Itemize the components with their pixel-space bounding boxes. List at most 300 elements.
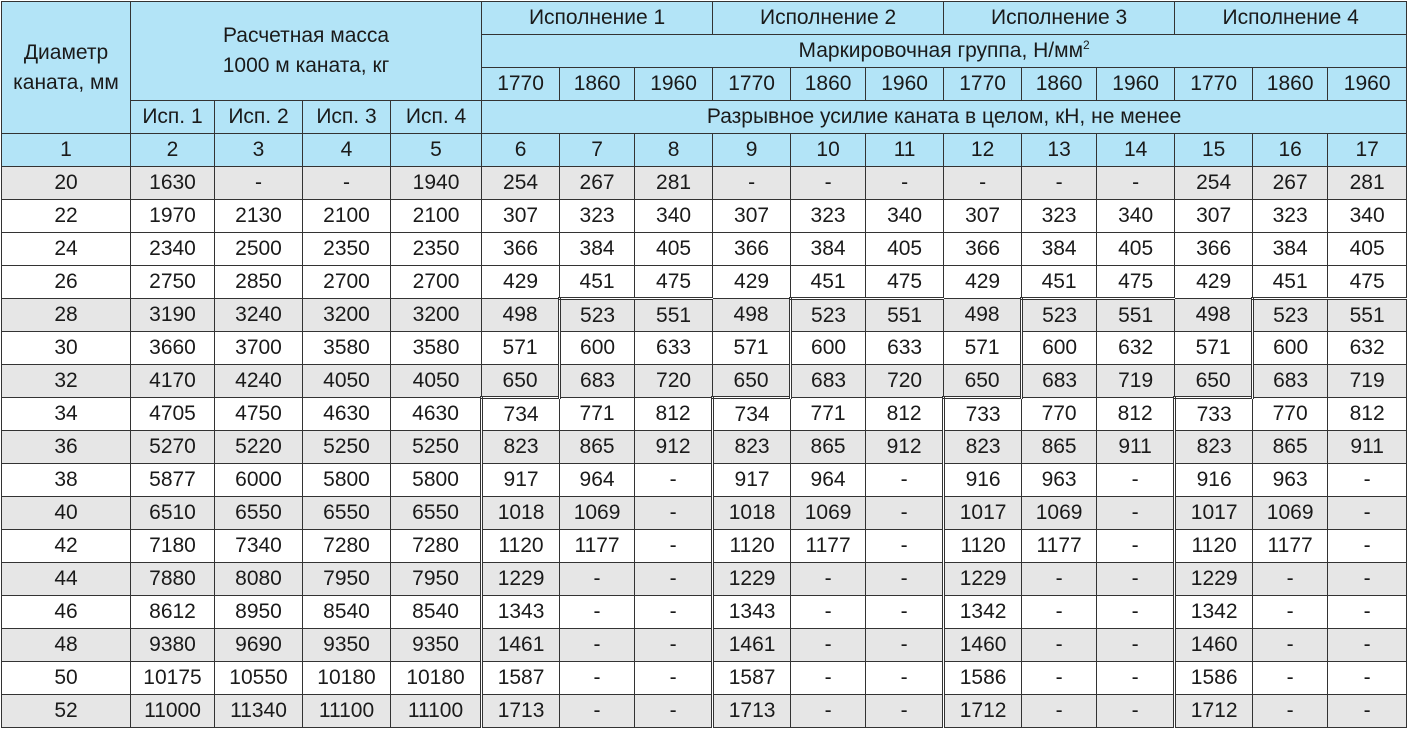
row-force-cell: 600 <box>1022 332 1097 365</box>
row-mass-cell: 6550 <box>215 497 303 530</box>
header-column-number: 7 <box>560 134 635 167</box>
header-execution-4: Исполнение 4 <box>1175 2 1407 35</box>
row-mass-cell: 11340 <box>215 695 303 728</box>
row-force-cell: - <box>1097 695 1175 728</box>
header-mass-sub-3: Исп. 3 <box>303 101 391 134</box>
row-mass-cell: 3240 <box>215 299 303 332</box>
row-mass-cell: 5800 <box>303 464 391 497</box>
row-diameter-cell: 52 <box>2 695 131 728</box>
row-mass-cell: 8540 <box>391 596 482 629</box>
row-force-cell: 812 <box>1097 398 1175 431</box>
row-force-cell: - <box>635 464 713 497</box>
row-force-cell: 912 <box>866 431 944 464</box>
row-force-cell: 475 <box>1328 266 1407 299</box>
header-marking-group-label: Маркировочная группа, Н/мм <box>798 39 1084 62</box>
row-mass-cell: 2130 <box>215 200 303 233</box>
header-column-number: 17 <box>1328 134 1407 167</box>
row-force-cell: - <box>791 662 866 695</box>
row-force-cell: 366 <box>944 233 1022 266</box>
row-mass-cell: 8612 <box>131 596 215 629</box>
row-force-cell: 823 <box>482 431 560 464</box>
row-mass-cell: 6550 <box>391 497 482 530</box>
row-mass-cell: 5877 <box>131 464 215 497</box>
row-force-cell: 1460 <box>944 629 1022 662</box>
row-force-cell: 307 <box>1175 200 1253 233</box>
row-force-cell: 1229 <box>482 563 560 596</box>
row-mass-cell: 11100 <box>303 695 391 728</box>
header-grade: 1960 <box>1097 68 1175 101</box>
row-force-cell: 633 <box>635 332 713 365</box>
row-mass-cell: 7950 <box>391 563 482 596</box>
row-diameter-cell: 30 <box>2 332 131 365</box>
row-force-cell: 733 <box>944 398 1022 431</box>
header-execution-2: Исполнение 2 <box>713 2 944 35</box>
row-diameter-cell: 48 <box>2 629 131 662</box>
row-force-cell: 865 <box>791 431 866 464</box>
row-force-cell: 429 <box>713 266 791 299</box>
row-force-cell: - <box>1328 497 1407 530</box>
row-force-cell: - <box>1253 596 1328 629</box>
row-force-cell: 1177 <box>1253 530 1328 563</box>
row-force-cell: 719 <box>1328 365 1407 398</box>
row-mass-cell: 3580 <box>303 332 391 365</box>
header-mass-line1: Расчетная масса <box>222 24 390 47</box>
header-column-number: 1 <box>2 134 131 167</box>
row-force-cell: - <box>713 167 791 200</box>
row-force-cell: 1069 <box>560 497 635 530</box>
row-force-cell: 916 <box>1175 464 1253 497</box>
table-row <box>2 365 1407 398</box>
row-mass-cell: 4240 <box>215 365 303 398</box>
row-force-cell: 254 <box>482 167 560 200</box>
row-force-cell: 523 <box>560 299 635 332</box>
row-force-cell: 1069 <box>1253 497 1328 530</box>
row-diameter-cell: 20 <box>2 167 131 200</box>
row-force-cell: - <box>1253 629 1328 662</box>
row-mass-cell: 2750 <box>131 266 215 299</box>
row-diameter-cell: 34 <box>2 398 131 431</box>
row-force-cell: 1343 <box>482 596 560 629</box>
table-row <box>2 563 1407 596</box>
row-force-cell: 384 <box>791 233 866 266</box>
row-force-cell: 720 <box>866 365 944 398</box>
row-force-cell: - <box>1022 695 1097 728</box>
row-diameter-cell: 50 <box>2 662 131 695</box>
row-force-cell: 1712 <box>944 695 1022 728</box>
header-column-number: 12 <box>944 134 1022 167</box>
row-force-cell: - <box>791 167 866 200</box>
row-force-cell: 1587 <box>482 662 560 695</box>
row-force-cell: 1712 <box>1175 695 1253 728</box>
table-row <box>2 398 1407 431</box>
row-mass-cell: 8080 <box>215 563 303 596</box>
row-force-cell: - <box>1097 629 1175 662</box>
row-mass-cell: 4050 <box>391 365 482 398</box>
row-force-cell: 1018 <box>713 497 791 530</box>
header-column-number: 13 <box>1022 134 1097 167</box>
row-mass-cell: 8540 <box>303 596 391 629</box>
row-force-cell: 964 <box>791 464 866 497</box>
row-mass-cell: 4050 <box>303 365 391 398</box>
row-force-cell: 600 <box>560 332 635 365</box>
row-force-cell: 498 <box>944 299 1022 332</box>
row-force-cell: - <box>1328 695 1407 728</box>
header-grade: 1960 <box>1328 68 1407 101</box>
row-force-cell: 650 <box>1175 365 1253 398</box>
row-mass-cell: 5800 <box>391 464 482 497</box>
row-force-cell: - <box>1097 464 1175 497</box>
row-force-cell: - <box>1328 530 1407 563</box>
row-mass-cell: 7280 <box>303 530 391 563</box>
row-force-cell: 1342 <box>1175 596 1253 629</box>
header-grade: 1960 <box>635 68 713 101</box>
table-row <box>2 464 1407 497</box>
row-mass-cell: 11100 <box>391 695 482 728</box>
row-force-cell: 323 <box>1022 200 1097 233</box>
row-force-cell: 323 <box>791 200 866 233</box>
row-mass-cell: 9380 <box>131 629 215 662</box>
row-mass-cell: 6000 <box>215 464 303 497</box>
row-mass-cell: 10180 <box>391 662 482 695</box>
row-force-cell: 571 <box>1175 332 1253 365</box>
header-column-number: 3 <box>215 134 303 167</box>
row-force-cell: 1120 <box>944 530 1022 563</box>
row-force-cell: - <box>1328 596 1407 629</box>
row-mass-cell: 7340 <box>215 530 303 563</box>
row-force-cell: 964 <box>560 464 635 497</box>
row-mass-cell: 9690 <box>215 629 303 662</box>
row-mass-cell: 5270 <box>131 431 215 464</box>
row-mass-cell: 9350 <box>303 629 391 662</box>
row-mass-cell: 2700 <box>391 266 482 299</box>
row-force-cell: - <box>866 497 944 530</box>
row-mass-cell: 7950 <box>303 563 391 596</box>
row-force-cell: 917 <box>482 464 560 497</box>
row-force-cell: 1586 <box>1175 662 1253 695</box>
row-force-cell: - <box>1097 596 1175 629</box>
header-grade: 1770 <box>1175 68 1253 101</box>
row-force-cell: 1177 <box>560 530 635 563</box>
row-force-cell: 632 <box>1097 332 1175 365</box>
row-diameter-cell: 38 <box>2 464 131 497</box>
table-row <box>2 200 1407 233</box>
row-force-cell: 1342 <box>944 596 1022 629</box>
row-force-cell: - <box>560 563 635 596</box>
row-mass-cell: 2350 <box>303 233 391 266</box>
row-force-cell: 340 <box>866 200 944 233</box>
row-diameter-cell: 42 <box>2 530 131 563</box>
row-force-cell: 1343 <box>713 596 791 629</box>
row-mass-cell: 10550 <box>215 662 303 695</box>
row-force-cell: 307 <box>944 200 1022 233</box>
row-force-cell: 1461 <box>713 629 791 662</box>
row-force-cell: 267 <box>1253 167 1328 200</box>
header-grade: 1860 <box>560 68 635 101</box>
row-force-cell: - <box>1328 464 1407 497</box>
row-mass-cell: 4630 <box>391 398 482 431</box>
row-mass-cell: 1970 <box>131 200 215 233</box>
row-mass-cell: 8950 <box>215 596 303 629</box>
row-force-cell: 1069 <box>791 497 866 530</box>
row-force-cell: 1587 <box>713 662 791 695</box>
row-force-cell: 551 <box>1328 299 1407 332</box>
row-force-cell: - <box>1328 629 1407 662</box>
row-force-cell: 812 <box>866 398 944 431</box>
row-force-cell: 720 <box>635 365 713 398</box>
row-mass-cell: 4630 <box>303 398 391 431</box>
row-force-cell: 475 <box>866 266 944 299</box>
row-force-cell: - <box>560 695 635 728</box>
row-force-cell: 475 <box>1097 266 1175 299</box>
row-force-cell: 1461 <box>482 629 560 662</box>
row-mass-cell: 2100 <box>391 200 482 233</box>
row-force-cell: 523 <box>1253 299 1328 332</box>
row-mass-cell: 2350 <box>391 233 482 266</box>
row-force-cell: 1586 <box>944 662 1022 695</box>
row-mass-cell: 2100 <box>303 200 391 233</box>
row-mass-cell: 3700 <box>215 332 303 365</box>
row-force-cell: 771 <box>560 398 635 431</box>
row-force-cell: 1120 <box>1175 530 1253 563</box>
row-force-cell: 916 <box>944 464 1022 497</box>
row-force-cell: - <box>866 167 944 200</box>
row-force-cell: - <box>1253 662 1328 695</box>
row-force-cell: - <box>866 596 944 629</box>
row-force-cell: - <box>866 662 944 695</box>
row-mass-cell: 5220 <box>215 431 303 464</box>
header-column-number: 8 <box>635 134 713 167</box>
header-mass-sub-4: Исп. 4 <box>391 101 482 134</box>
row-force-cell: 323 <box>560 200 635 233</box>
row-mass-cell: 3660 <box>131 332 215 365</box>
row-force-cell: 281 <box>635 167 713 200</box>
row-force-cell: - <box>866 629 944 662</box>
row-force-cell: - <box>1097 167 1175 200</box>
row-force-cell: - <box>791 629 866 662</box>
row-diameter-cell: 36 <box>2 431 131 464</box>
row-force-cell: 600 <box>1253 332 1328 365</box>
row-force-cell: - <box>944 167 1022 200</box>
row-mass-cell: 9350 <box>391 629 482 662</box>
row-force-cell: - <box>1253 695 1328 728</box>
row-force-cell: 1460 <box>1175 629 1253 662</box>
row-force-cell: - <box>1022 596 1097 629</box>
row-diameter-cell: 28 <box>2 299 131 332</box>
row-mass-cell: 2700 <box>303 266 391 299</box>
row-force-cell: - <box>635 662 713 695</box>
row-force-cell: 340 <box>1097 200 1175 233</box>
row-force-cell: 429 <box>482 266 560 299</box>
row-force-cell: - <box>560 596 635 629</box>
row-force-cell: 384 <box>560 233 635 266</box>
row-force-cell: 650 <box>713 365 791 398</box>
header-column-number: 2 <box>131 134 215 167</box>
row-force-cell: 323 <box>1253 200 1328 233</box>
header-column-number: 5 <box>391 134 482 167</box>
row-mass-cell: 5250 <box>391 431 482 464</box>
table-row <box>2 167 1407 200</box>
row-force-cell: - <box>1097 497 1175 530</box>
row-force-cell: 281 <box>1328 167 1407 200</box>
header-mass <box>131 2 482 101</box>
header-grade: 1860 <box>1022 68 1097 101</box>
row-force-cell: 1177 <box>1022 530 1097 563</box>
header-grade: 1770 <box>713 68 791 101</box>
row-force-cell: 650 <box>944 365 1022 398</box>
header-mass-line2: 1000 м каната, кг <box>222 54 390 77</box>
row-force-cell: - <box>866 464 944 497</box>
row-mass-cell: 2340 <box>131 233 215 266</box>
row-force-cell: 734 <box>713 398 791 431</box>
row-force-cell: 963 <box>1022 464 1097 497</box>
row-force-cell: 571 <box>713 332 791 365</box>
row-force-cell: 911 <box>1097 431 1175 464</box>
header-grade: 1770 <box>482 68 560 101</box>
header-grade: 1860 <box>791 68 866 101</box>
row-force-cell: 254 <box>1175 167 1253 200</box>
row-force-cell: 451 <box>1022 266 1097 299</box>
row-force-cell: - <box>560 662 635 695</box>
row-diameter-cell: 40 <box>2 497 131 530</box>
table-row <box>2 497 1407 530</box>
row-force-cell: 307 <box>482 200 560 233</box>
row-force-cell: 429 <box>944 266 1022 299</box>
row-force-cell: 340 <box>635 200 713 233</box>
row-force-cell: - <box>560 629 635 662</box>
row-force-cell: 683 <box>791 365 866 398</box>
row-mass-cell: 3200 <box>391 299 482 332</box>
row-force-cell: 734 <box>482 398 560 431</box>
table-row <box>2 431 1407 464</box>
table-row <box>2 629 1407 662</box>
row-mass-cell: 4750 <box>215 398 303 431</box>
header-marking-group <box>482 35 1407 68</box>
row-force-cell: - <box>635 563 713 596</box>
row-force-cell: 551 <box>866 299 944 332</box>
header-column-number: 11 <box>866 134 944 167</box>
row-force-cell: 719 <box>1097 365 1175 398</box>
row-force-cell: - <box>635 629 713 662</box>
table-row <box>2 332 1407 365</box>
header-marking-group-sup: 2 <box>1083 38 1090 52</box>
row-mass-cell: 3200 <box>303 299 391 332</box>
header-column-number: 4 <box>303 134 391 167</box>
row-force-cell: 1069 <box>1022 497 1097 530</box>
row-force-cell: 340 <box>1328 200 1407 233</box>
table-row <box>2 530 1407 563</box>
row-force-cell: 571 <box>482 332 560 365</box>
header-mass-sub-2: Исп. 2 <box>215 101 303 134</box>
row-mass-cell: 3190 <box>131 299 215 332</box>
header-column-number: 16 <box>1253 134 1328 167</box>
row-mass-cell: 7180 <box>131 530 215 563</box>
row-force-cell: 770 <box>1022 398 1097 431</box>
row-force-cell: 451 <box>560 266 635 299</box>
row-force-cell: 823 <box>944 431 1022 464</box>
row-mass-cell: 3580 <box>391 332 482 365</box>
row-force-cell: 733 <box>1175 398 1253 431</box>
row-force-cell: 451 <box>1253 266 1328 299</box>
row-force-cell: 451 <box>791 266 866 299</box>
row-force-cell: 1017 <box>944 497 1022 530</box>
row-force-cell: 405 <box>1097 233 1175 266</box>
row-force-cell: 823 <box>1175 431 1253 464</box>
header-column-number: 15 <box>1175 134 1253 167</box>
row-force-cell: 307 <box>713 200 791 233</box>
rope-spec-table <box>1 1 1407 728</box>
row-force-cell: 1229 <box>944 563 1022 596</box>
row-force-cell: - <box>1022 662 1097 695</box>
row-mass-cell: 7880 <box>131 563 215 596</box>
table-row <box>2 662 1407 695</box>
row-mass-cell: 2850 <box>215 266 303 299</box>
row-force-cell: - <box>1097 563 1175 596</box>
row-force-cell: - <box>635 497 713 530</box>
row-force-cell: 405 <box>866 233 944 266</box>
row-force-cell: 917 <box>713 464 791 497</box>
header-column-number: 14 <box>1097 134 1175 167</box>
row-mass-cell: - <box>303 167 391 200</box>
row-mass-cell: 4705 <box>131 398 215 431</box>
row-force-cell: 1229 <box>1175 563 1253 596</box>
row-force-cell: - <box>791 695 866 728</box>
row-diameter-cell: 46 <box>2 596 131 629</box>
row-force-cell: 633 <box>866 332 944 365</box>
row-mass-cell: 1940 <box>391 167 482 200</box>
row-force-cell: 683 <box>560 365 635 398</box>
header-grade: 1770 <box>944 68 1022 101</box>
row-force-cell: 1120 <box>713 530 791 563</box>
row-force-cell: 405 <box>1328 233 1407 266</box>
row-mass-cell: 10175 <box>131 662 215 695</box>
row-force-cell: - <box>1328 563 1407 596</box>
row-force-cell: 523 <box>791 299 866 332</box>
row-mass-cell: 2500 <box>215 233 303 266</box>
row-force-cell: 1229 <box>713 563 791 596</box>
row-force-cell: 498 <box>482 299 560 332</box>
header-mass-sub-1: Исп. 1 <box>131 101 215 134</box>
row-force-cell: 770 <box>1253 398 1328 431</box>
row-force-cell: 551 <box>635 299 713 332</box>
row-force-cell: 963 <box>1253 464 1328 497</box>
row-force-cell: 366 <box>1175 233 1253 266</box>
row-force-cell: 1177 <box>791 530 866 563</box>
row-force-cell: 912 <box>635 431 713 464</box>
row-force-cell: 650 <box>482 365 560 398</box>
row-force-cell: - <box>1022 167 1097 200</box>
row-force-cell: 823 <box>713 431 791 464</box>
row-force-cell: - <box>866 695 944 728</box>
row-force-cell: - <box>1253 563 1328 596</box>
row-mass-cell: 7280 <box>391 530 482 563</box>
row-force-cell: 771 <box>791 398 866 431</box>
table-row <box>2 695 1407 728</box>
row-force-cell: 498 <box>713 299 791 332</box>
row-mass-cell: 6510 <box>131 497 215 530</box>
row-force-cell: 475 <box>635 266 713 299</box>
row-force-cell: 366 <box>482 233 560 266</box>
row-force-cell: - <box>1097 662 1175 695</box>
header-breaking-force: Разрывное усилие каната в целом, кН, не менее <box>482 101 1407 134</box>
row-force-cell: 384 <box>1022 233 1097 266</box>
row-force-cell: - <box>1022 629 1097 662</box>
row-force-cell: 498 <box>1175 299 1253 332</box>
row-force-cell: 1713 <box>713 695 791 728</box>
row-force-cell: - <box>635 530 713 563</box>
row-force-cell: - <box>635 596 713 629</box>
row-force-cell: - <box>866 530 944 563</box>
header-diameter: Диаметр каната, мм <box>2 2 131 134</box>
